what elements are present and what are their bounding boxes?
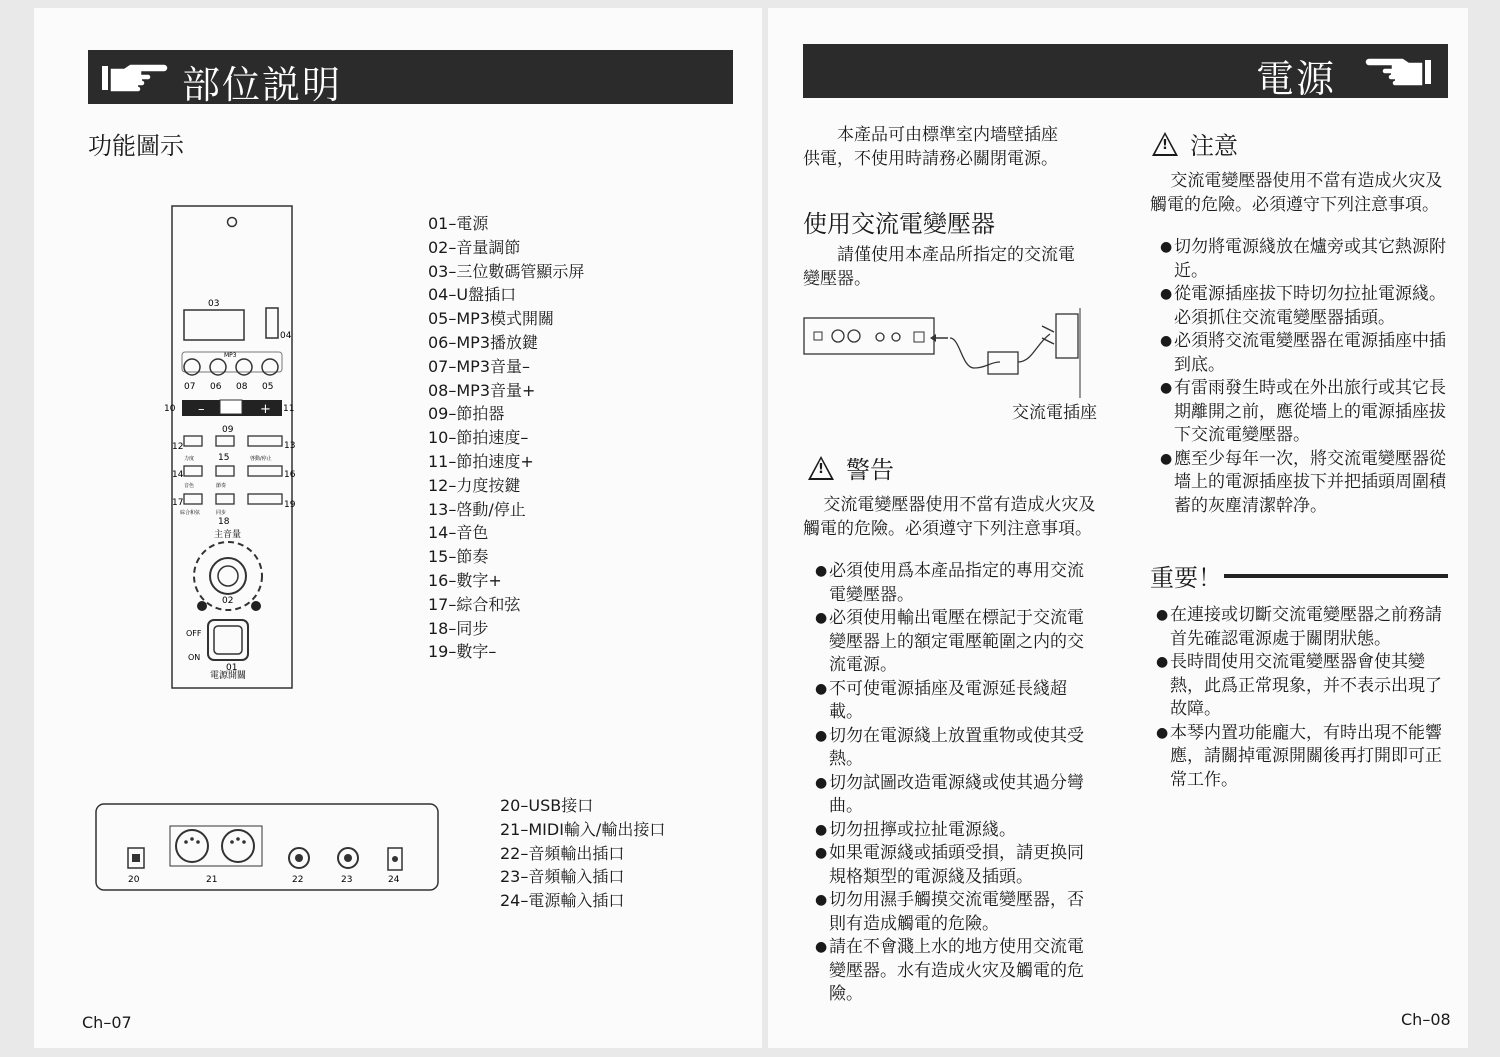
list-item: 13–啓動/停止 xyxy=(428,499,526,519)
right-page-number: Ch–08 xyxy=(1401,1010,1451,1029)
section-title-function-diagram: 功能圖示 xyxy=(88,132,184,160)
caution-title: 注意 xyxy=(1190,132,1238,160)
bullet-text: 在連接或切斷交流電變壓器之前務請首先確認電源處于關閉狀態。 xyxy=(1170,605,1442,649)
label-main-volume: 主音量 xyxy=(214,530,242,540)
list-item: 17–綜合和弦 xyxy=(428,594,521,614)
bullet-text: 從電源插座拔下時切勿拉扯電源綫。必須抓住交流電變壓器插頭。 xyxy=(1174,284,1446,328)
port-list xyxy=(500,794,665,913)
power-intro: 本產品可由標準室内墻壁插座供電，不使用時請務必關閉電源。 xyxy=(803,125,1058,169)
important-list xyxy=(1152,604,1448,792)
bullet-text: 切勿試圖改造電源綫或使其過分彎曲。 xyxy=(829,772,1084,816)
bullet-item xyxy=(1156,236,1448,283)
svg-text:–: – xyxy=(198,402,205,417)
caution-intro: 交流電變壓器使用不當有造成火灾及觸電的危險。必須遵守下列注意事項。 xyxy=(1150,171,1443,215)
label-19: 19 xyxy=(284,500,296,510)
label-17: 17 xyxy=(172,498,184,508)
label-09: 09 xyxy=(222,425,234,435)
label-01: 01 xyxy=(226,663,238,673)
list-item: 12–力度按鍵 xyxy=(428,475,521,495)
bullet-dot-icon: ● xyxy=(815,821,828,838)
bullet-text: 應至少每年一次，將交流電變壓器從墻上的電源插座拔下并把插頭周圍積蓄的灰塵清潔幹净。 xyxy=(1174,448,1446,516)
panel-led xyxy=(228,218,237,227)
adapter-title: 使用交流電變壓器 xyxy=(803,210,995,238)
label-22: 22 xyxy=(292,875,304,885)
list-item: 22–音頻輸出插口 xyxy=(500,843,625,863)
svg-text:力度: 力度 xyxy=(184,456,195,462)
bullet-text: 切勿將電源綫放在爐旁或其它熱源附近。 xyxy=(1174,237,1446,281)
bullet-text: 有雷雨發生時或在外出旅行或其它長期離開之前，應從墻上的電源插座拔下交流電變壓器。 xyxy=(1174,378,1446,445)
svg-text:啓動/停止: 啓動/停止 xyxy=(250,456,272,462)
label-04: 04 xyxy=(280,331,292,341)
bullet-dot-icon: ● xyxy=(815,727,828,744)
panel-outline xyxy=(172,206,295,688)
list-item: 11–節拍速度+ xyxy=(428,451,534,471)
important-rule xyxy=(1224,574,1448,578)
bullet-text: 不可使電源插座及電源延長綫超載。 xyxy=(829,678,1067,722)
bullet-dot-icon: ● xyxy=(815,774,828,791)
bullet-dot-icon: ● xyxy=(1156,654,1169,670)
list-item: 24–電源輸入插口 xyxy=(500,891,625,911)
right-page xyxy=(768,8,1468,1048)
bullet-text: 如果電源綫或插頭受損，請更换同規格類型的電源綫及插頭。 xyxy=(829,843,1084,887)
warning-intro: 交流電變壓器使用不當有造成火灾及觸電的危險。必須遵守下列注意事項。 xyxy=(803,495,1096,539)
caution-triangle-icon xyxy=(1152,132,1178,156)
label-20: 20 xyxy=(128,875,140,885)
svg-text:+: + xyxy=(260,402,271,417)
volume-knob xyxy=(210,558,246,594)
bullet-text: 必須使用爲本產品指定的專用交流電變壓器。 xyxy=(829,561,1084,605)
caution-list xyxy=(1156,236,1448,518)
bullet-dot-icon: ● xyxy=(1160,333,1173,349)
display-screen xyxy=(184,310,244,340)
bullet-dot-icon: ● xyxy=(1160,450,1173,467)
label-05: 05 xyxy=(262,382,274,392)
list-item: 08–MP3音量+ xyxy=(428,380,536,400)
label-18: 18 xyxy=(218,517,230,527)
svg-text:同步: 同步 xyxy=(216,510,227,516)
bullet-dot-icon: ● xyxy=(815,939,828,955)
important-title: 重要！ xyxy=(1150,564,1222,592)
bullet-text: 切勿用濕手觸摸交流電變壓器，否則有造成觸電的危險。 xyxy=(829,890,1084,934)
list-item: 02–音量調節 xyxy=(428,237,521,257)
label-13: 13 xyxy=(284,441,296,451)
bullet-text: 切勿扭擰或拉扯電源綫。 xyxy=(829,819,1016,840)
label-21: 21 xyxy=(206,875,218,885)
list-item: 18–同步 xyxy=(428,618,489,638)
left-banner xyxy=(88,50,733,107)
list-item: 01–電源 xyxy=(428,214,489,233)
outlet-label: 交流電插座 xyxy=(1012,403,1097,423)
bullet-item xyxy=(811,607,1097,678)
warning-heading xyxy=(808,450,894,485)
bullet-dot-icon: ● xyxy=(1160,380,1173,396)
left-page-number: Ch–07 xyxy=(82,1013,132,1032)
left-banner-title: 部位説明 xyxy=(182,63,343,107)
bullet-dot-icon: ● xyxy=(1156,607,1169,623)
bullet-dot-icon: ● xyxy=(815,680,828,697)
svg-text:音色: 音色 xyxy=(184,483,195,489)
list-item: 23–音頻輸入插口 xyxy=(500,867,625,887)
list-item: 03–三位數碼管顯示屏 xyxy=(428,261,585,281)
label-off: OFF xyxy=(186,629,202,638)
label-07: 07 xyxy=(184,382,196,392)
bullet-item xyxy=(811,842,1097,889)
list-item: 19–數字– xyxy=(428,642,497,662)
list-item: 10–節拍速度– xyxy=(428,428,529,448)
rear-panel-diagram xyxy=(94,802,440,894)
right-banner-title: 電源 xyxy=(1256,57,1337,101)
bullet-text: 長時間使用交流電變壓器會使其變熱，此爲正常現象，并不表示出現了故障。 xyxy=(1170,652,1442,719)
key-list xyxy=(428,212,584,664)
label-24: 24 xyxy=(388,875,400,885)
bullet-item xyxy=(1152,722,1448,793)
bullet-text: 請在不會濺上水的地方使用交流電變壓器。水有造成火灾及觸電的危險。 xyxy=(829,937,1084,1004)
label-11: 11 xyxy=(283,404,295,414)
bullet-text: 切勿在電源綫上放置重物或使其受熱。 xyxy=(829,725,1084,769)
list-item: 21–MIDI輸入/輸出接口 xyxy=(500,819,666,839)
bullet-dot-icon: ● xyxy=(1160,286,1173,302)
bullet-text: 必須將交流電變壓器在電源插座中插到底。 xyxy=(1174,331,1446,375)
label-08: 08 xyxy=(236,382,248,392)
front-panel-diagram xyxy=(162,204,302,694)
label-15: 15 xyxy=(218,453,230,463)
list-item: 20–USB接口 xyxy=(500,796,594,815)
adapter-text: 請僅使用本產品所指定的交流電變壓器。 xyxy=(803,245,1075,289)
bullet-item xyxy=(811,725,1097,772)
list-item: 07–MP3音量– xyxy=(428,356,530,376)
bullet-item xyxy=(1156,448,1448,519)
left-page xyxy=(34,8,762,1048)
usb-slot xyxy=(266,308,278,338)
bullet-dot-icon: ● xyxy=(1156,724,1169,741)
label-03: 03 xyxy=(208,299,220,309)
label-23: 23 xyxy=(341,875,353,885)
label-on: ON xyxy=(188,653,201,662)
svg-text:綜合和弦: 綜合和弦 xyxy=(180,510,201,516)
bullet-dot-icon: ● xyxy=(1160,239,1173,255)
bullet-item xyxy=(1156,330,1448,377)
bullet-text: 必須使用輸出電壓在標記于交流電變壓器上的額定電壓範圍之内的交流電源。 xyxy=(829,608,1084,675)
bullet-item xyxy=(1152,604,1448,651)
list-item: 09–節拍器 xyxy=(428,404,505,424)
list-item: 04–U盤插口 xyxy=(428,285,517,305)
pointing-hand-icon xyxy=(1363,54,1433,88)
bullet-dot-icon: ● xyxy=(815,563,828,579)
bullet-item xyxy=(811,819,1097,843)
label-mp3: MP3 xyxy=(224,352,237,359)
label-14: 14 xyxy=(172,470,184,480)
warning-title: 警告 xyxy=(846,456,894,484)
bullet-dot-icon: ● xyxy=(815,610,828,626)
label-12: 12 xyxy=(172,442,184,452)
list-item: 16–數字+ xyxy=(428,570,502,590)
label-06: 06 xyxy=(210,382,222,392)
label-16: 16 xyxy=(284,470,296,480)
bullet-item xyxy=(811,889,1097,936)
bullet-item xyxy=(1156,377,1448,448)
adapter-connection-diagram xyxy=(802,304,1102,404)
bullet-item xyxy=(1152,651,1448,722)
bullet-item xyxy=(811,772,1097,819)
bullet-item xyxy=(811,936,1097,1007)
bullet-dot-icon: ● xyxy=(815,892,828,908)
midi-in-port xyxy=(176,830,208,862)
label-power-switch: 電源開關 xyxy=(210,671,247,681)
midi-out-port xyxy=(222,830,254,862)
bullet-item xyxy=(811,560,1097,607)
bullet-dot-icon: ● xyxy=(815,845,828,861)
label-10: 10 xyxy=(164,404,176,414)
svg-text:節奏: 節奏 xyxy=(216,483,227,489)
warning-triangle-icon xyxy=(808,456,834,480)
list-item: 06–MP3播放鍵 xyxy=(428,332,538,352)
list-item: 05–MP3模式開關 xyxy=(428,309,554,329)
bullet-text: 本琴内置功能龐大，有時出現不能響應，請關掉電源開關後再打開即可正常工作。 xyxy=(1170,722,1442,790)
right-banner xyxy=(803,44,1448,101)
warning-list xyxy=(811,560,1097,1007)
bullet-item xyxy=(811,678,1097,725)
wall-outlet xyxy=(1056,314,1078,358)
label-02: 02 xyxy=(222,596,234,606)
caution-heading xyxy=(1152,126,1238,161)
pointing-hand-icon xyxy=(100,60,170,94)
list-item: 14–音色 xyxy=(428,523,489,543)
list-item: 15–節奏 xyxy=(428,547,489,567)
bullet-item xyxy=(1156,283,1448,330)
